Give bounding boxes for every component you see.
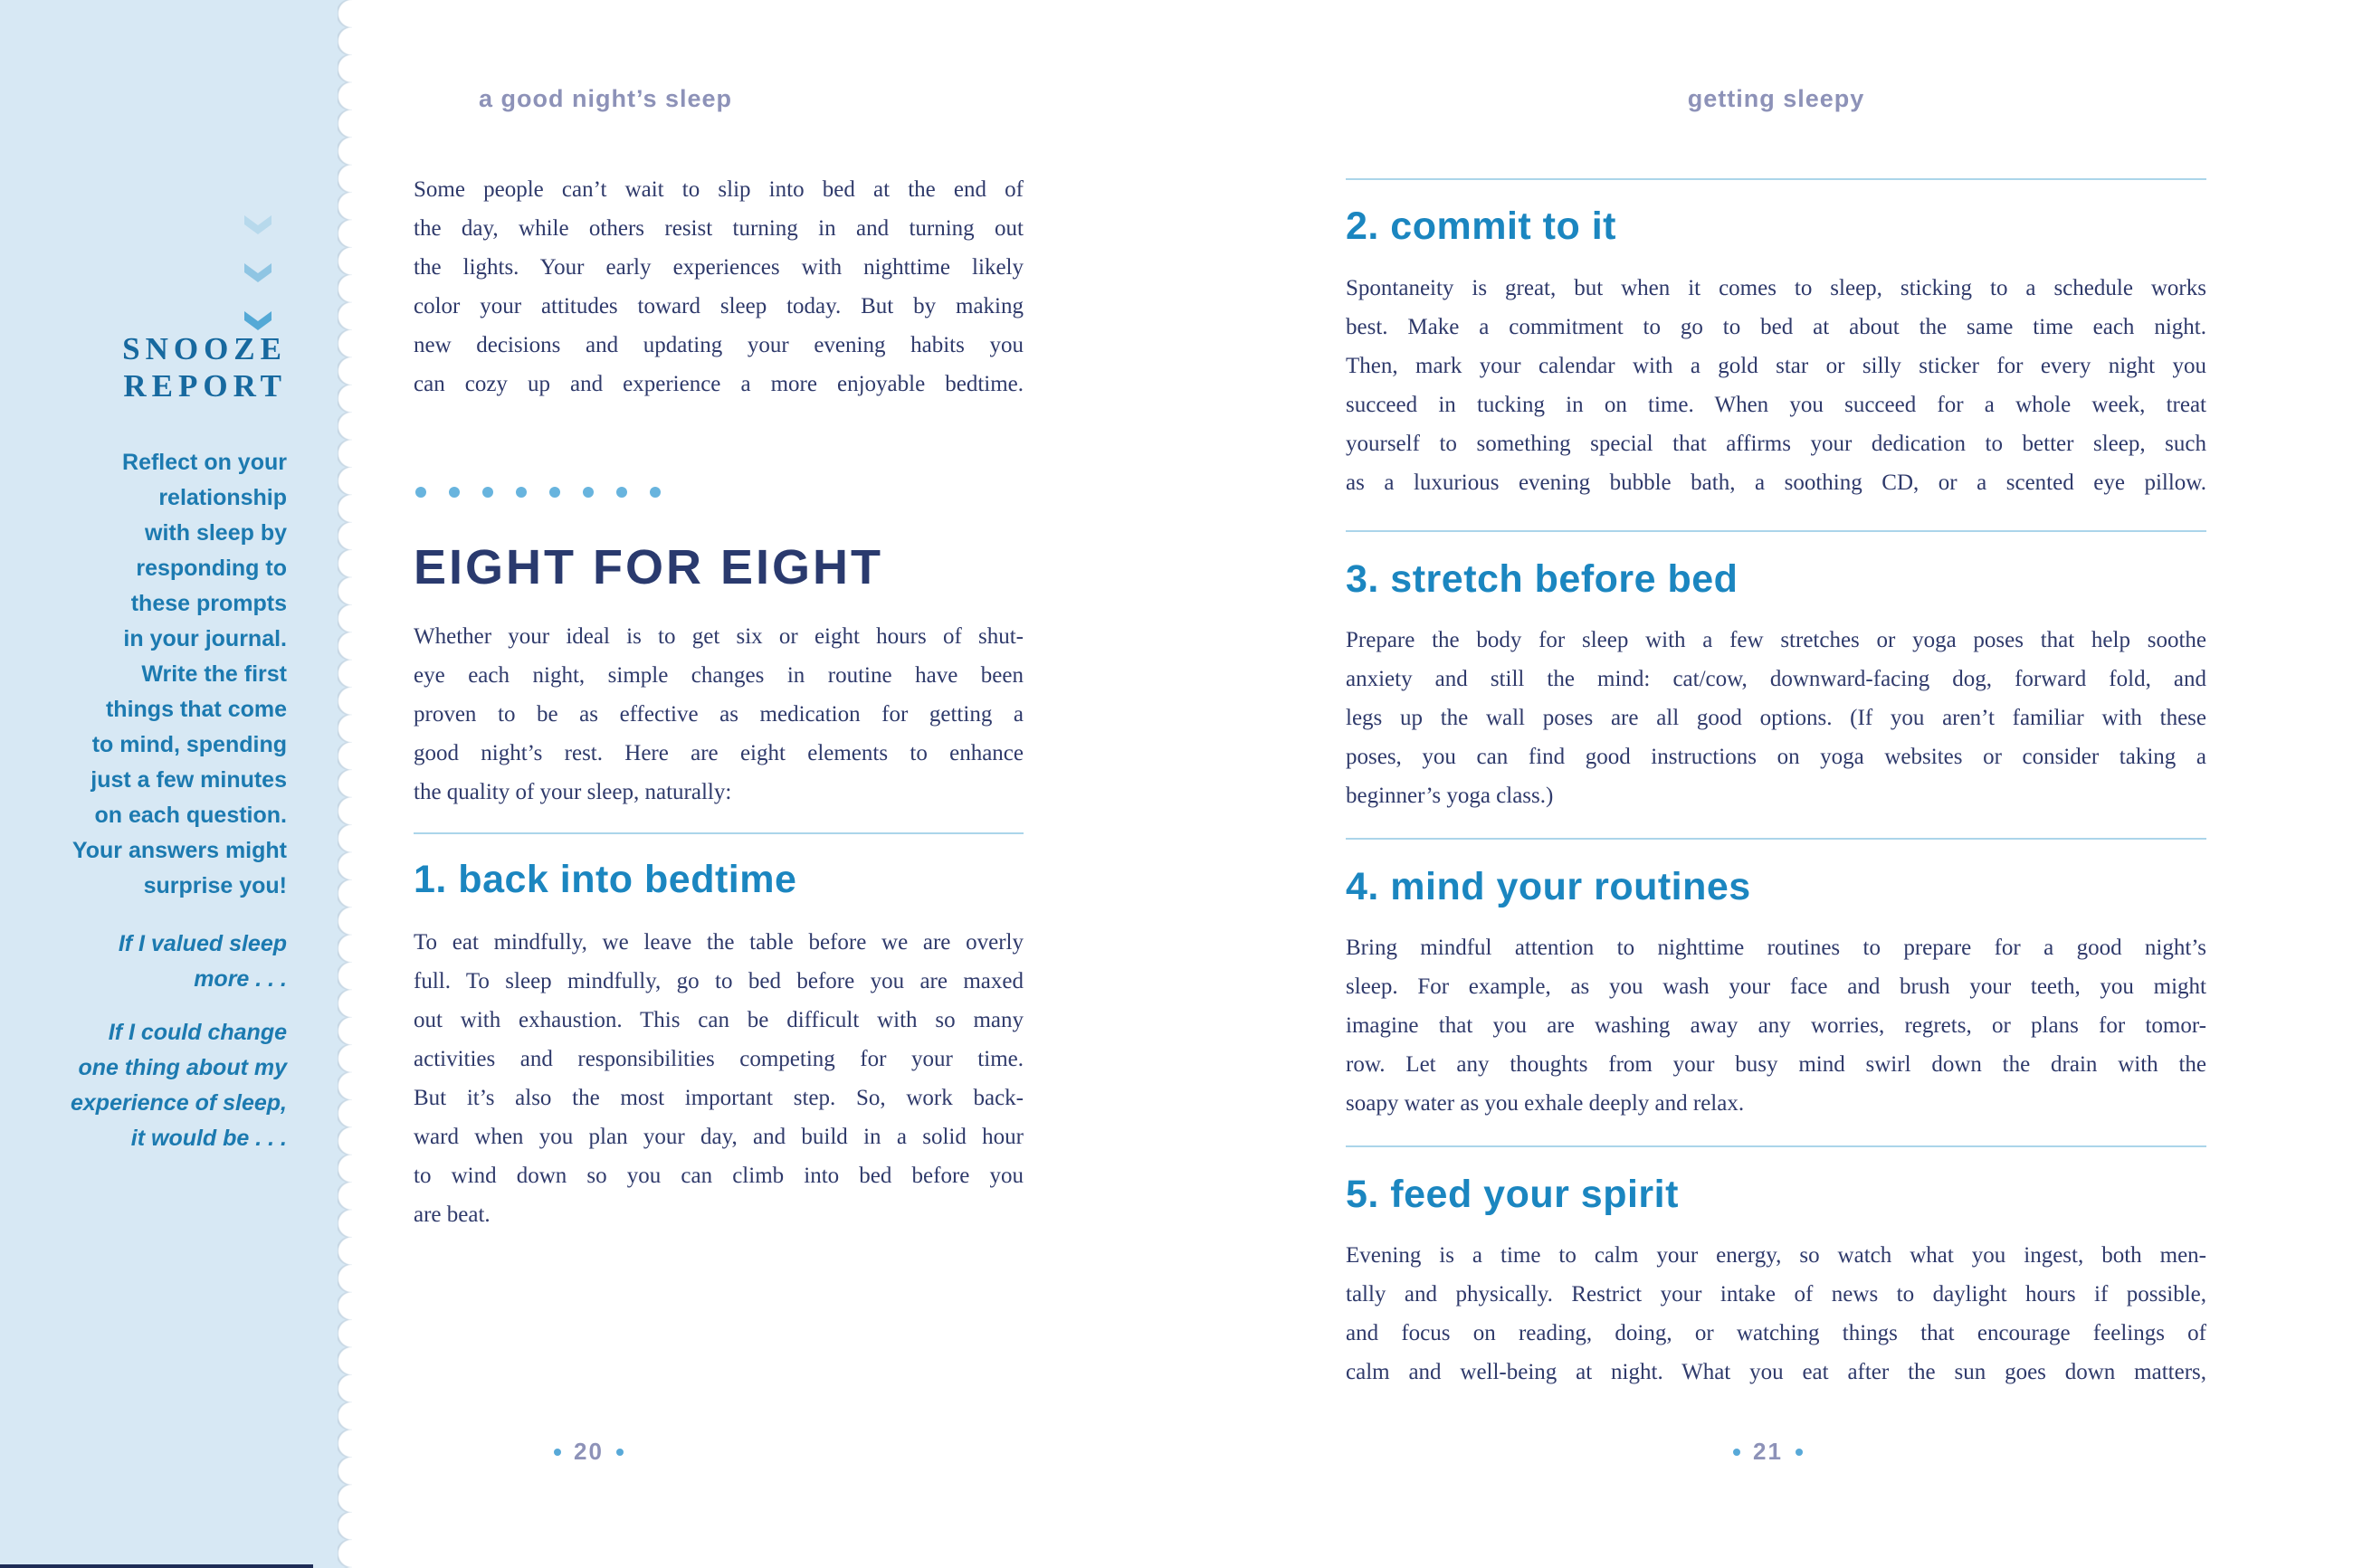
section-heading: 3. stretch before bed (1346, 557, 1739, 601)
sidebar-text-line: just a few minutes (90, 767, 287, 793)
text-line: are beat. (414, 1202, 491, 1227)
text-line: imagine that you are washing away any worries, regrets, or plans for tomor- (1346, 1013, 2206, 1038)
text-line: row. Let any thoughts from your busy mind swirl down the drain with the (1346, 1052, 2206, 1077)
text-line: Some people can’t wait to slip into bed at the end of (414, 177, 1024, 202)
sidebar-title (36, 330, 287, 404)
sidebar-prompt-line: one thing about my (78, 1055, 287, 1080)
right-page (1346, 0, 2206, 1568)
sidebar-text-line: things that come (105, 697, 287, 722)
text-line: Bring mindful attention to nighttime routines to prepare for a good night’s (1346, 936, 2206, 960)
sidebar-text-line: with sleep by (145, 520, 287, 546)
text-line: as a luxurious evening bubble bath, a soothing CD, or a scented eye pillow. (1346, 470, 2206, 495)
text-line: to wind down so you can climb into bed before you (414, 1164, 1024, 1188)
text-line: best. Make a commitment to go to bed at about the same time each night. (1346, 315, 2206, 339)
text-line: activities and responsibilities competing for your time. (414, 1047, 1024, 1071)
intro-paragraph (414, 170, 1024, 404)
sidebar-prompt-line: it would be . . . (130, 1126, 287, 1151)
sidebar-text-line: relationship (158, 485, 287, 510)
dot-icon (415, 487, 426, 498)
sidebar-text-line: to mind, spending (91, 732, 287, 757)
section-divider (1346, 838, 2206, 840)
running-head-left: a good night’s sleep (479, 85, 733, 112)
sidebar-journal-prompt (27, 927, 287, 997)
dot-divider (415, 487, 661, 498)
dot-icon (549, 487, 560, 498)
sidebar-title-line: REPORT (123, 368, 287, 404)
sidebar-prompt-line: If I could change (108, 1020, 287, 1045)
text-line: color your attitudes toward sleep today. But by making (414, 294, 1024, 318)
dot-icon (449, 487, 460, 498)
text-line: succeed in tucking in on time. When you succeed for a whole week, treat (1346, 393, 2206, 417)
section-divider (1346, 1145, 2206, 1147)
section-paragraph (414, 923, 1024, 1234)
sidebar-prompt-line: more . . . (194, 966, 287, 992)
dot-icon (583, 487, 594, 498)
page-number-value: 21 (1753, 1438, 1783, 1465)
section-divider (1346, 178, 2206, 180)
section-paragraph (1346, 1236, 2206, 1392)
text-line: ward when you plan your day, and build in a solid hour (414, 1125, 1024, 1149)
text-line: yourself to something special that affirms your dedication to better sleep, such (1346, 432, 2206, 456)
left-page (414, 0, 1024, 1568)
text-line: Whether your ideal is to get six or eight hours of shut- (414, 624, 1024, 649)
text-line: Spontaneity is great, but when it comes to sleep, sticking to a schedule works (1346, 276, 2206, 300)
sidebar-text-line: responding to (136, 556, 287, 581)
dot-icon (482, 487, 493, 498)
sidebar-title-line: SNOOZE (122, 331, 287, 366)
sidebar-journal-prompt (27, 1015, 287, 1156)
section-heading: 1. back into bedtime (414, 858, 797, 901)
sidebar-text-line: Write the first (141, 661, 287, 687)
sidebar-intro-text (27, 445, 287, 904)
running-head-right: getting sleepy (1687, 85, 1865, 112)
text-line: To eat mindfully, we leave the table before we are overly (414, 930, 1024, 955)
sidebar-prompt-line: If I valued sleep (118, 931, 287, 956)
dot-icon (1796, 1449, 1803, 1456)
chapter-intro-paragraph (414, 617, 1024, 812)
text-line: But it’s also the most important step. So, work back- (414, 1086, 1024, 1110)
page-number (554, 1438, 624, 1466)
text-line: poses, you can find good instructions on yoga websites or consider taking a (1346, 745, 2206, 769)
sidebar-text-line: these prompts (130, 591, 287, 616)
text-line: eye each night, simple changes in routine have been (414, 663, 1024, 688)
scalloped-edge (338, 0, 352, 1568)
sidebar (0, 0, 352, 1568)
text-line: and focus on reading, doing, or watching things that encourage feelings of (1346, 1321, 2206, 1345)
section-divider (414, 832, 1024, 834)
dot-icon (1733, 1449, 1740, 1456)
text-line: legs up the wall poses are all good options. (If you aren’t familiar with these (1346, 706, 2206, 730)
text-line: anxiety and still the mind: cat/cow, downward-facing dog, forward fold, and (1346, 667, 2206, 691)
section-paragraph (1346, 928, 2206, 1123)
sidebar-text-line: surprise you! (143, 873, 287, 898)
section-heading: 2. commit to it (1346, 204, 1616, 248)
text-line: sleep. For example, as you wash your face and brush your teeth, you might (1346, 974, 2206, 999)
dot-icon (616, 1449, 624, 1456)
text-line: new decisions and updating your evening habits you (414, 333, 1024, 357)
section-heading: 4. mind your routines (1346, 865, 1751, 908)
sidebar-prompt-line: experience of sleep, (70, 1090, 287, 1116)
chapter-title: EIGHT FOR EIGHT (414, 540, 884, 594)
text-line: beginner’s yoga class.) (1346, 784, 1554, 808)
chevron-down-icon (244, 215, 272, 234)
dot-icon (616, 487, 627, 498)
page-number-value: 20 (574, 1438, 604, 1465)
text-line: the quality of your sleep, naturally: (414, 780, 732, 804)
text-line: full. To sleep mindfully, go to bed before you are maxed (414, 969, 1024, 993)
page-number (1733, 1438, 1803, 1466)
sidebar-text-line: in your journal. (123, 626, 287, 651)
text-line: the lights. Your early experiences with nighttime likely (414, 255, 1024, 280)
text-line: good night’s rest. Here are eight elements to enhance (414, 741, 1024, 765)
section-paragraph (1346, 621, 2206, 815)
page-edge-bar (0, 1564, 313, 1568)
section-heading: 5. feed your spirit (1346, 1173, 1679, 1216)
text-line: tally and physically. Restrict your intake of news to daylight hours if possible, (1346, 1282, 2206, 1307)
text-line: out with exhaustion. This can be difficult with so many (414, 1008, 1024, 1032)
text-line: Then, mark your calendar with a gold star or silly sticker for every night you (1346, 354, 2206, 378)
dot-icon (554, 1449, 561, 1456)
chevron-down-icon (244, 311, 272, 330)
section-paragraph (1346, 269, 2206, 502)
dot-icon (516, 487, 527, 498)
text-line: Prepare the body for sleep with a few stretches or yoga poses that help soothe (1346, 628, 2206, 652)
text-line: Evening is a time to calm your energy, so watch what you ingest, both men- (1346, 1243, 2206, 1268)
sidebar-text-line: Your answers might (71, 838, 287, 863)
sidebar-text-line: on each question. (94, 803, 287, 828)
chevron-down-icon (244, 263, 272, 282)
text-line: calm and well-being at night. What you eat after the sun goes down matters, (1346, 1360, 2206, 1384)
sidebar-text-line: Reflect on your (122, 450, 287, 475)
text-line: proven to be as effective as medication for getting a (414, 702, 1024, 727)
dot-icon (650, 487, 661, 498)
text-line: the day, while others resist turning in and turning out (414, 216, 1024, 241)
section-divider (1346, 530, 2206, 532)
text-line: soapy water as you exhale deeply and relax. (1346, 1091, 1745, 1116)
text-line: can cozy up and experience a more enjoyable bedtime. (414, 372, 1024, 396)
